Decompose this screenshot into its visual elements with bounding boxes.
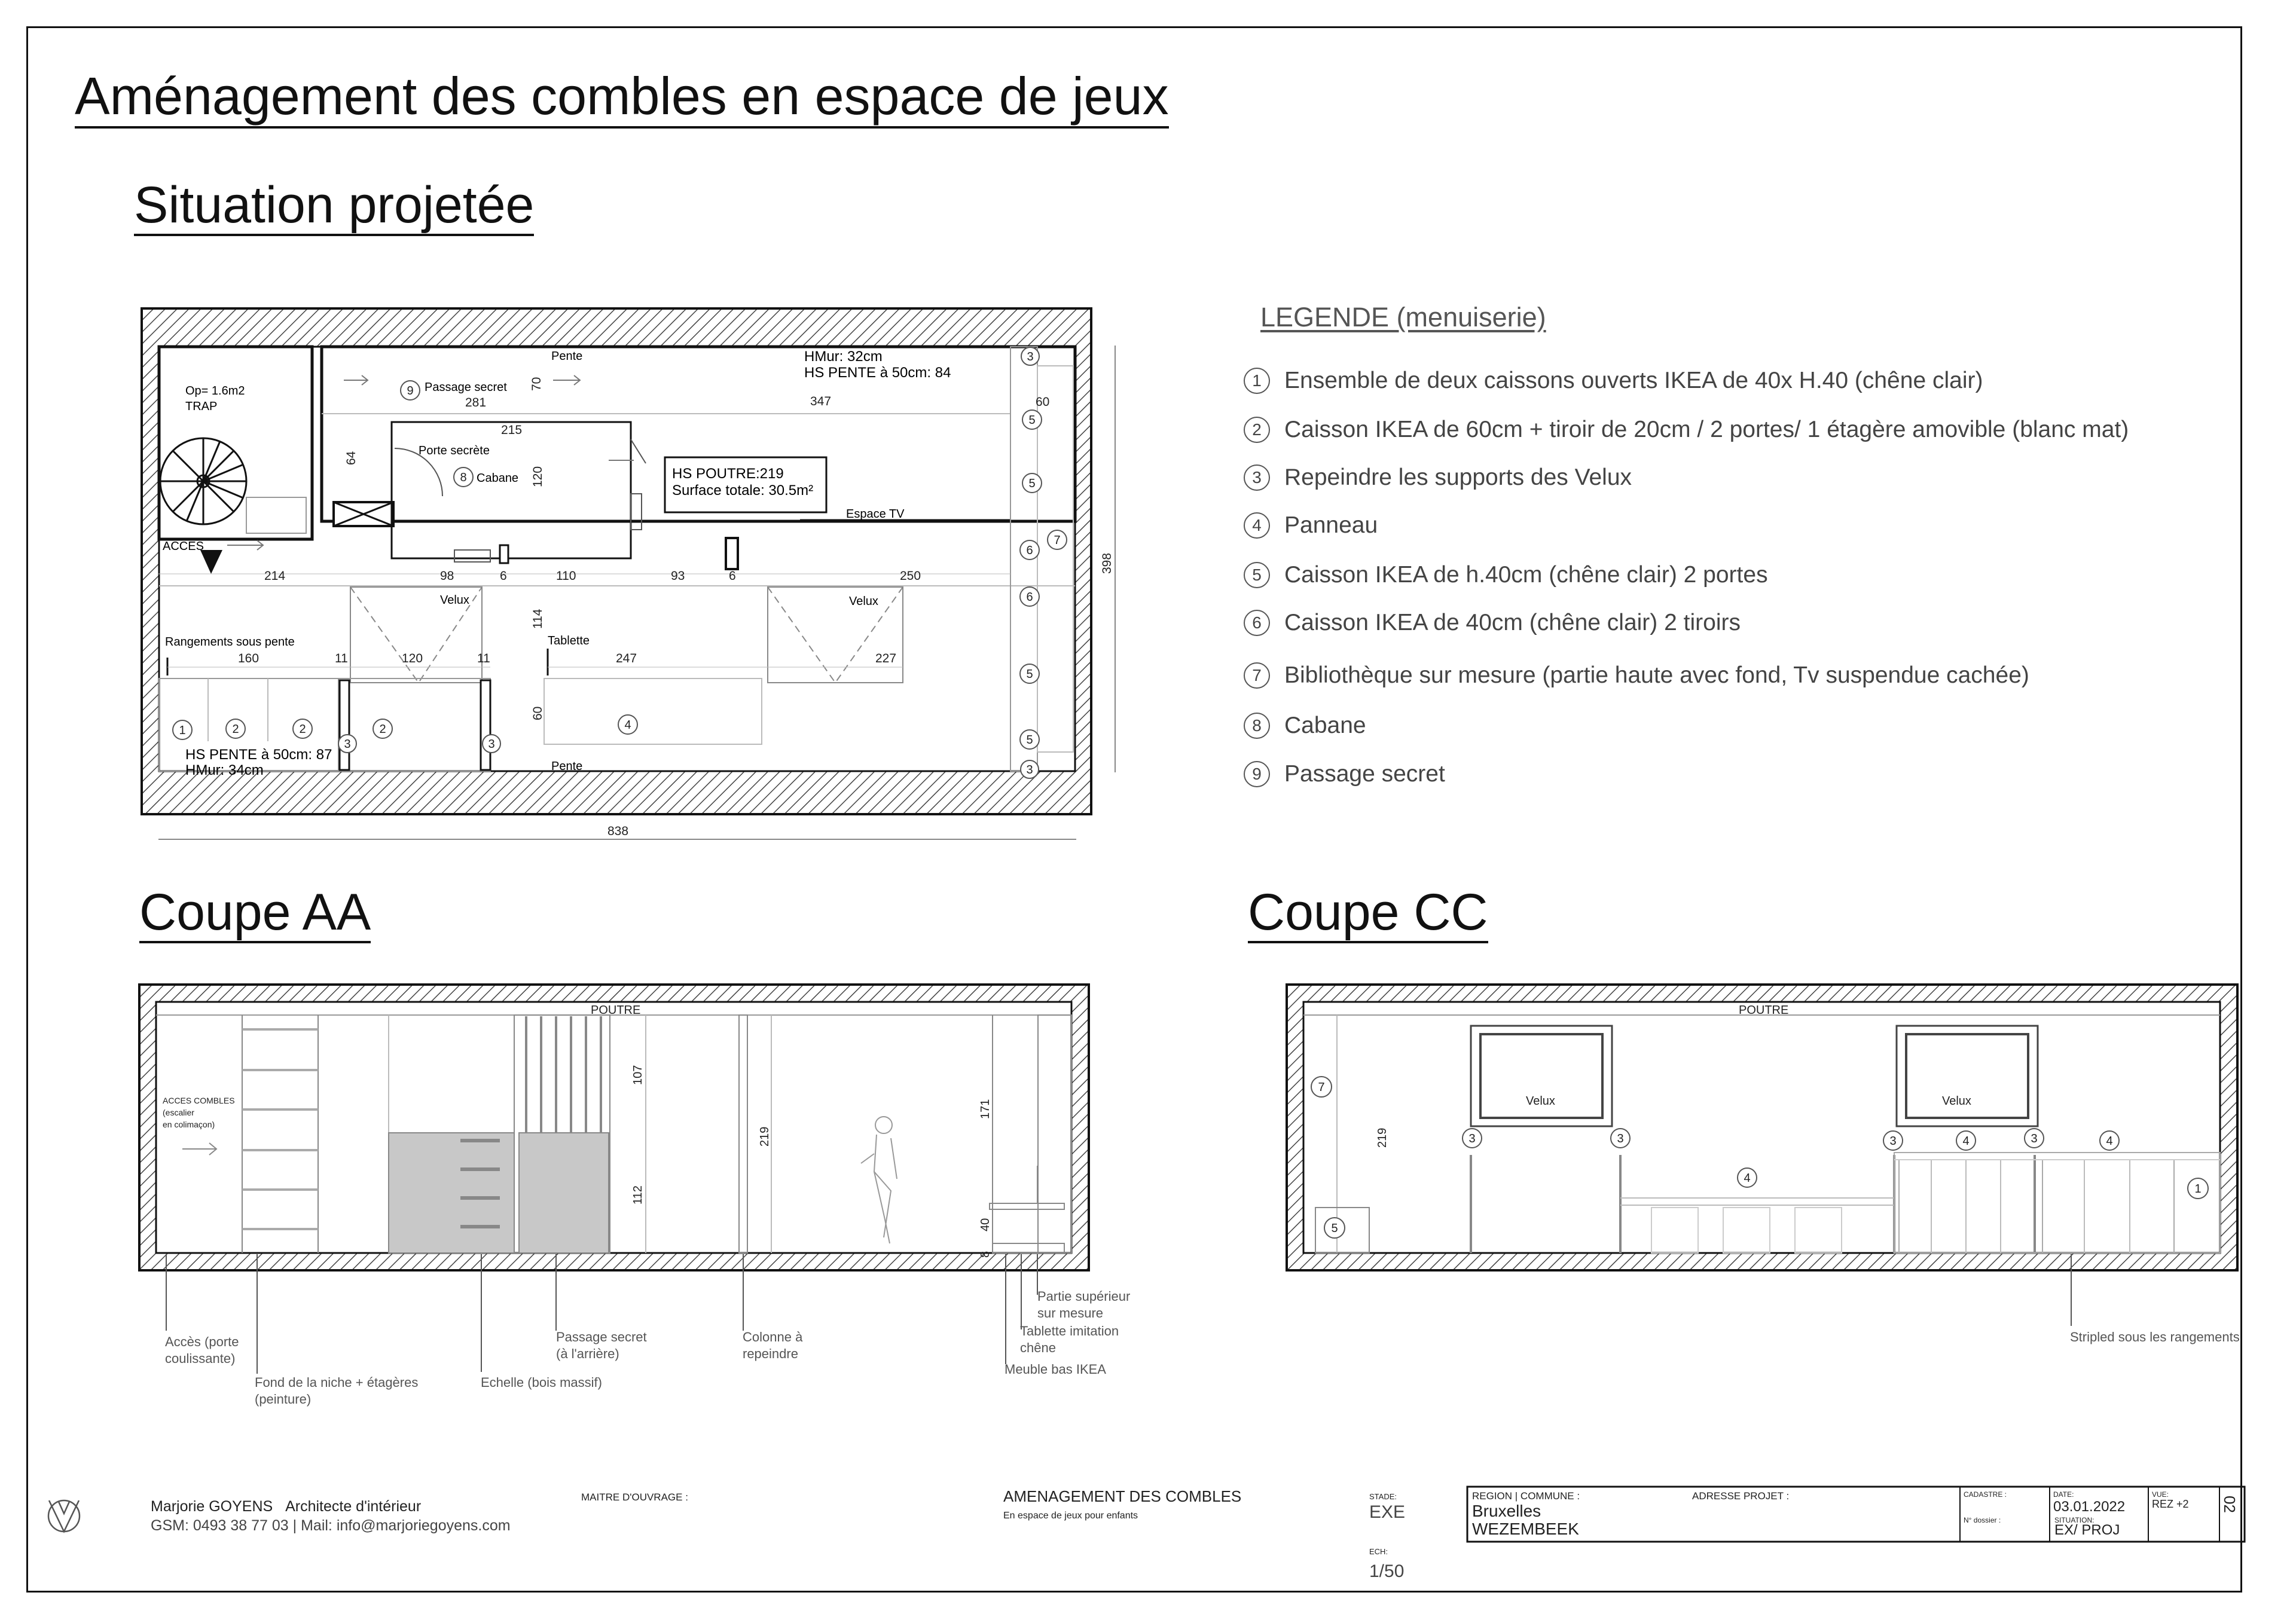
spiral-staircase-icon [160,438,246,524]
project-subtitle: En espace de jeux pour enfants [1003,1511,1138,1521]
svg-text:7: 7 [1318,1081,1325,1094]
annotation-tablette: chêne [1020,1340,1056,1355]
plan-title: Situation projetée [134,176,534,236]
legend-text: Ensemble de deux caissons ouverts IKEA de 40x H.40 (chêne clair) [1284,368,1983,393]
velux-label: Velux [849,595,878,608]
legend-number: 3 [1244,464,1270,491]
marker-3 [1463,1129,1482,1148]
acces-combles-label: en colimaçon) [163,1120,215,1129]
marker-9 [401,381,420,400]
svg-text:3: 3 [488,738,495,751]
stade-value: EXE [1369,1502,1406,1522]
legend-text: Bibliothèque sur mesure (partie haute avec fond, Tv suspendue cachée) [1284,662,2029,688]
velux-label: Velux [440,594,469,607]
dim-70: 70 [530,377,544,391]
legend-text: Cabane [1284,713,1366,738]
legend-text: Repeindre les supports des Velux [1284,464,1632,490]
stade-label: STADE: [1369,1492,1397,1501]
dim-398: 398 [1100,552,1114,574]
poutre-label: POUTRE [591,1004,641,1017]
marker-2 [226,719,245,738]
poutre-label: POUTRE [1739,1004,1789,1017]
annotation-echelle: Echelle (bois massif) [481,1375,602,1390]
legend-number: 1 [1244,368,1270,394]
svg-text:3: 3 [1026,763,1033,777]
dim-64: 64 [344,451,358,465]
dim-11b: 11 [477,652,490,665]
dim-838: 838 [607,824,629,838]
ikea-cabinet [389,1133,514,1253]
dim-219: 219 [758,1126,771,1147]
annotation-fond: Fond de la niche + étagères [255,1375,419,1390]
svg-text:3: 3 [344,738,351,751]
svg-text:6: 6 [1026,544,1033,557]
pente-label: Pente [551,350,583,363]
vue-label: VUE: [2152,1490,2169,1499]
marker-3 [2025,1129,2044,1148]
author-role: Architecte d'intérieur [285,1498,422,1515]
marker-4 [2100,1131,2119,1150]
adresse-label: ADRESSE PROJET : [1692,1490,1790,1502]
marker-3 [1883,1131,1903,1150]
annotation-fond: (peinture) [255,1392,312,1407]
dim-214: 214 [264,569,286,583]
svg-text:3: 3 [1889,1135,1897,1148]
marker-3 [1611,1129,1630,1148]
hmur-top: HMur: 32cm [804,349,883,365]
sheet-number: 02 [2221,1496,2239,1513]
dim-11a: 11 [335,652,348,665]
cadastre-label: CADASTRE : [1964,1490,2007,1499]
dim-60a: 60 [1036,395,1050,409]
svg-text:5: 5 [1028,477,1036,490]
svg-text:4: 4 [1744,1172,1751,1185]
marker-3 [483,735,500,753]
surface-label: Surface totale: 30.5m² [672,482,814,499]
velux-label: Velux [1942,1095,1971,1108]
legend-number: 6 [1244,610,1270,636]
espace-tv-label: Espace TV [846,508,905,521]
tablette-label: Tablette [548,634,590,647]
svg-text:3: 3 [2031,1132,2038,1145]
pente-label: Pente [551,760,583,773]
marker-4 [1738,1168,1757,1187]
annotation-acces: Accès (porte [165,1334,239,1349]
annotation-passage: Passage secret [556,1329,647,1344]
legend-number: 2 [1244,417,1270,443]
svg-text:9: 9 [407,384,414,398]
svg-text:4: 4 [1962,1135,1970,1148]
region-label: REGION | COMMUNE : [1472,1490,1580,1502]
section-aa-title: Coupe AA [139,884,371,943]
annotation-partie: Partie supérieur [1037,1289,1131,1304]
hs-pente-bottom: HS PENTE à 50cm: 87 [185,747,332,763]
annotation-partie: sur mesure [1037,1306,1104,1321]
dim-120b: 120 [402,652,423,665]
annotation-colonne: Colonne à [743,1329,803,1344]
author-line [151,1498,421,1515]
svg-text:3: 3 [1617,1132,1624,1145]
svg-text:2: 2 [379,723,386,736]
section-aa-drawing [139,985,1089,1270]
legend-text: Caisson IKEA de 40cm (chêne clair) 2 tiroirs [1284,610,1741,635]
legend-text: Panneau [1284,512,1378,538]
maitre-label: MAITRE D'OUVRAGE : [581,1491,688,1503]
hs-pente-top: HS PENTE à 50cm: 84 [804,365,951,381]
svg-text:5: 5 [1028,414,1036,427]
legend-number: 5 [1244,562,1270,588]
dim-93: 93 [671,569,685,583]
ech-value: 1/50 [1369,1561,1405,1581]
situation-label: SITUATION: [2054,1516,2095,1524]
project-title: AMENAGEMENT DES COMBLES [1003,1487,1242,1505]
commune-value: WEZEMBEEK [1472,1520,1579,1538]
svg-text:5: 5 [1331,1222,1338,1235]
dim-171: 171 [979,1099,992,1119]
dim-60b: 60 [531,706,545,720]
section-cc-title: Coupe CC [1248,884,1488,943]
marker-4 [1956,1131,1976,1150]
acces-combles-label: ACCES COMBLES [163,1096,235,1105]
trap-label: TRAP [185,400,218,413]
vue-value: REZ +2 [2152,1498,2189,1510]
section-cc-drawing [1287,985,2237,1326]
marker-2 [373,719,392,738]
legend-number: 4 [1244,512,1270,539]
dim-8: 8 [979,1251,992,1258]
dim-247: 247 [616,652,637,665]
ech-label: ECH: [1369,1547,1388,1556]
dim-347: 347 [810,395,832,408]
date-label: DATE: [2053,1490,2074,1499]
legend-number: 8 [1244,713,1270,739]
dim-250: 250 [900,569,921,583]
dim-227: 227 [875,652,897,665]
plan-walls [142,308,1091,814]
annotation-stripled: Stripled sous les rangements [2070,1329,2240,1344]
dim-215: 215 [501,423,523,437]
svg-text:4: 4 [624,719,631,732]
passage-label: Passage secret [425,381,507,394]
legend-text: Caisson IKEA de h.40cm (chêne clair) 2 portes [1284,562,1768,588]
marker-7 [1048,530,1067,549]
hmur-bottom: HMur: 34cm [185,762,264,778]
svg-text:1: 1 [179,724,186,737]
marker-3 [338,735,356,753]
dim-120a: 120 [531,466,545,487]
title-block [1467,1487,2245,1542]
marker-7 [1311,1077,1332,1097]
dim-40: 40 [979,1218,992,1231]
marker-3 [1021,347,1039,365]
dim-219: 219 [1376,1127,1389,1148]
region-value: Bruxelles [1472,1502,1541,1520]
dim-114: 114 [531,609,545,629]
annotation-meuble: Meuble bas IKEA [1004,1362,1106,1377]
annotation-colonne: repeindre [743,1346,798,1361]
marker-2 [293,719,312,738]
rangements-label: Rangements sous pente [165,635,295,649]
svg-text:1: 1 [2194,1182,2202,1196]
svg-text:3: 3 [1027,350,1034,363]
marker-1 [2188,1178,2208,1199]
velux-label: Velux [1526,1095,1555,1108]
marker-1 [173,720,192,739]
annotation-acces: coulissante) [165,1351,236,1366]
access-label: ACCES [163,540,204,553]
cabane-label: Cabane [477,472,519,485]
marker-3 [1021,760,1039,778]
author-name: Marjorie GOYENS [151,1498,273,1515]
dossier-label: N° dossier : [1964,1516,2001,1524]
hs-poutre-label: HS POUTRE:219 [672,466,784,482]
dim-281: 281 [465,396,487,409]
svg-text:7: 7 [1054,534,1061,547]
dim-110: 110 [556,569,576,583]
porte-label: Porte secrète [419,444,490,457]
author-contact: GSM: 0493 38 77 03 | Mail: info@marjoriegoyens.com [151,1517,511,1534]
marker-6 [1020,540,1039,560]
dim-107: 107 [631,1065,645,1085]
acces-combles-label: (escalier [163,1108,194,1117]
marker-5 [1020,664,1039,683]
situation-value: EX/ PROJ [2054,1522,2120,1538]
marker-6 [1020,587,1039,606]
dim-160: 160 [238,652,259,665]
dim-6b: 6 [729,569,736,583]
legend-title: LEGENDE (menuiserie) [1260,302,1546,332]
svg-text:8: 8 [460,471,467,484]
legend-number: 9 [1244,761,1270,787]
legend-number: 7 [1244,662,1270,689]
svg-text:5: 5 [1026,668,1033,681]
annotation-tablette: Tablette imitation [1020,1324,1119,1338]
marker-5 [1022,473,1042,493]
marker-5 [1022,410,1042,429]
legend-text: Passage secret [1284,761,1445,787]
svg-text:6: 6 [1026,591,1033,604]
svg-text:2: 2 [299,723,306,736]
architect-logo [48,1500,80,1532]
svg-text:4: 4 [2106,1135,2113,1148]
marker-5 [1020,730,1039,749]
marker-4 [618,715,637,734]
column [726,538,738,569]
marker-5 [1324,1218,1345,1238]
dim-112: 112 [631,1185,645,1205]
annotation-passage: (à l'arrière) [556,1346,619,1361]
page-title: Aménagement des combles en espace de jeux [75,67,1169,129]
legend-text: Caisson IKEA de 60cm + tiroir de 20cm / 2 portes/ 1 étagère amovible (blanc mat) [1284,417,2129,442]
dim-6a: 6 [500,569,507,583]
svg-text:3: 3 [1468,1132,1476,1145]
dim-98: 98 [440,569,454,583]
column [500,545,508,563]
svg-text:2: 2 [232,723,239,736]
op-label: Op= 1.6m2 [185,384,245,398]
date-value: 03.01.2022 [2053,1499,2126,1515]
svg-text:5: 5 [1026,733,1033,747]
marker-8 [454,467,473,487]
